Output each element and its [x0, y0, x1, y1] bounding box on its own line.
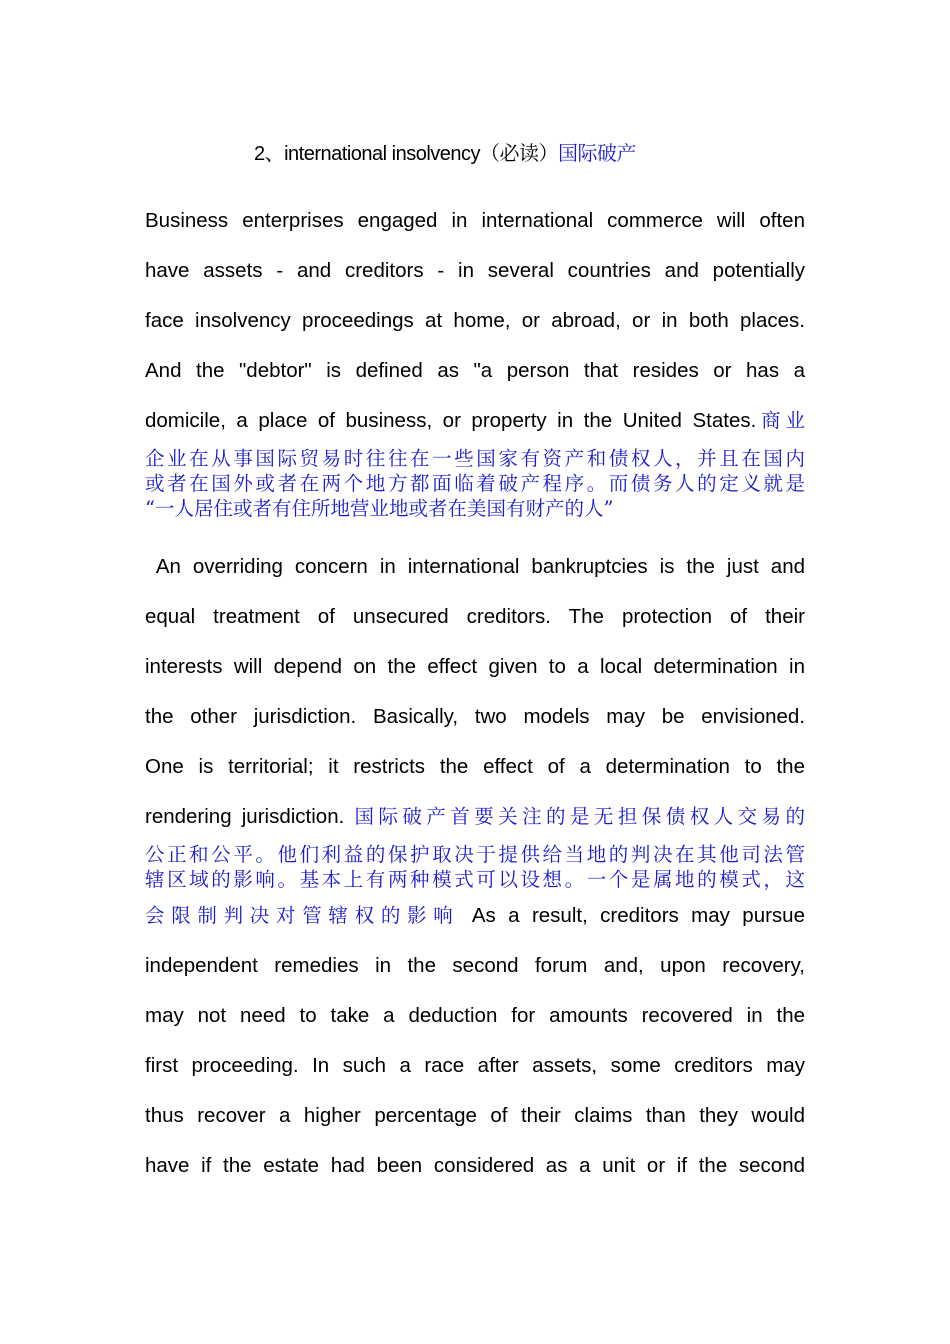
paragraph-2-line: may not need to take a deduction for amounts recovered in the	[145, 1004, 805, 1027]
english-text: domicile, a place of business, or property in the United States.	[145, 409, 757, 432]
heading-text: 2、international insolvency（必读）	[253, 143, 559, 165]
translation-line: 公正和公平。他们利益的保护取决于提供给当地的判决在其他司法管	[145, 843, 805, 866]
translation-line: 企业在从事国际贸易时往往在一些国家有资产和债权人，并且在国内	[145, 447, 805, 470]
english-text: As a result, creditors may pursue	[471, 904, 805, 927]
heading-chinese-text: 国际破产	[558, 143, 637, 165]
paragraph-2-line: thus recover a higher percentage of their claims than they would	[145, 1104, 805, 1127]
paragraph-2-mixed-line	[145, 803, 805, 831]
translation-line: 或者在国外或者在两个地方都面临着破产程序。而债务人的定义就是	[145, 472, 805, 495]
paragraph-1-line: face insolvency proceedings at home, or abroad, or in both places.	[145, 309, 805, 332]
translation-line: 辖区域的影响。基本上有两种模式可以设想。一个是属地的模式，这	[145, 868, 805, 891]
paragraph-2-mixed-line	[145, 902, 805, 930]
paragraph-1-mixed-line	[145, 407, 805, 435]
english-text: rendering jurisdiction.	[145, 805, 345, 828]
paragraph-1-line: Business enterprises engaged in international commerce will often	[145, 209, 805, 232]
paragraph-2-line: the other jurisdiction. Basically, two models may be envisioned.	[145, 705, 805, 728]
paragraph-2-line: interests will depend on the effect given to a local determination in	[145, 655, 805, 678]
paragraph-1-line: have assets - and creditors - in several countries and potentially	[145, 259, 805, 282]
paragraph-2-line: An overriding concern in international bankruptcies is the just and	[145, 555, 805, 578]
chinese-text: 会限制判决对管辖权的影响	[145, 904, 460, 927]
chinese-text: 商业	[756, 409, 805, 432]
translation-line: “一人居住或者有住所地营业地或者在美国有财产的人”	[145, 497, 614, 520]
paragraph-2-line: independent remedies in the second forum and, upon recovery,	[145, 954, 805, 977]
section-heading	[0, 137, 890, 166]
paragraph-2-line: One is territorial; it restricts the effect of a determination to the	[145, 755, 805, 778]
paragraph-1-line: And the "debtor" is defined as "a person that resides or has a	[145, 359, 805, 382]
paragraph-2-line: first proceeding. In such a race after assets, some creditors may	[145, 1054, 805, 1077]
paragraph-2-line: equal treatment of unsecured creditors. The protection of their	[145, 605, 805, 628]
chinese-text: 国际破产首要关注的是无担保债权人交易的	[354, 805, 805, 828]
paragraph-2-line: have if the estate had been considered as a unit or if the second	[145, 1154, 805, 1177]
